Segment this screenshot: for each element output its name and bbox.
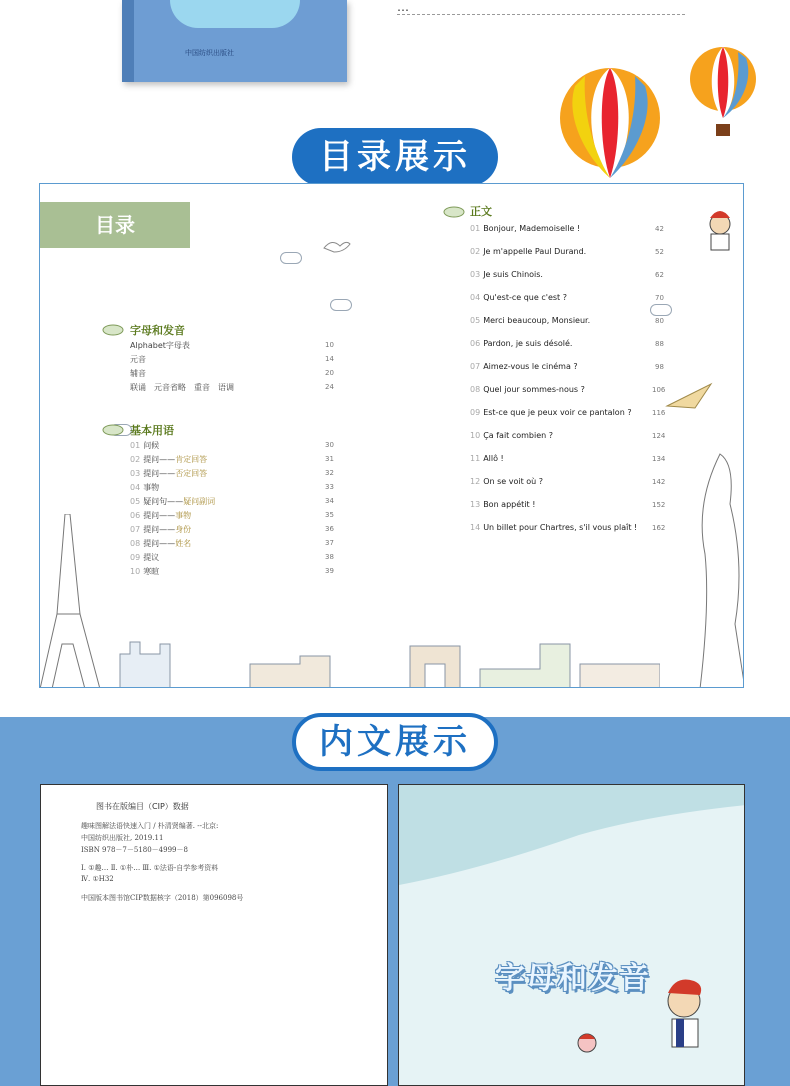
toc-row[interactable] [470, 224, 580, 233]
cip-line: Ⅰ. ①趣… Ⅱ. ①朴… Ⅲ. ①法语-自学参考资料 [81, 864, 219, 872]
toc-row-page: 38 [325, 553, 334, 561]
paris-skyline-icon [100, 634, 660, 688]
toc-row-num: 05 [130, 497, 141, 506]
section-title-basic-phrases: 基本用语 [130, 424, 174, 437]
toc-row-num: 06 [470, 339, 481, 348]
cloud-bullet-icon [443, 204, 465, 218]
toc-row-label: 提问——肯定回答 [143, 455, 208, 464]
toc-row-page: 39 [325, 567, 334, 575]
toc-row[interactable] [130, 482, 159, 493]
toc-row-label-suffix: 否定回答 [175, 469, 208, 478]
toc-row-label: 提问——姓名 [143, 539, 192, 548]
toc-row[interactable] [470, 385, 585, 394]
toc-row-label: Aimez-vous le cinéma ? [483, 362, 578, 371]
cip-line: 中国版本图书馆CIP数据核字（2018）第096098号 [81, 894, 244, 902]
toc-row-label: 提议 [143, 553, 160, 562]
toc-row-label: 辅音 [130, 369, 146, 378]
cip-line: 趣味图解法语快速入门 / 朴清贤编著. --北京: [81, 822, 219, 830]
toc-row-num: 02 [470, 247, 481, 256]
toc-row-page: 88 [655, 340, 664, 348]
toc-row[interactable] [130, 382, 234, 393]
toc-row-label: Bon appétit ! [483, 500, 536, 509]
toc-row-page: 62 [655, 271, 664, 279]
toc-row-page: 152 [652, 501, 666, 509]
section-title-main-text: 正文 [470, 205, 492, 218]
wave-decoration [399, 785, 745, 895]
toc-row[interactable] [130, 368, 146, 379]
top-text-fragment: … [397, 0, 409, 14]
toc-row[interactable] [470, 316, 590, 325]
toc-row-num: 08 [130, 539, 141, 548]
toc-row-num: 09 [130, 553, 141, 562]
small-character-icon [567, 1031, 609, 1061]
toc-row-page: 20 [325, 369, 334, 377]
toc-row-num: 10 [470, 431, 481, 440]
toc-row-page: 14 [325, 355, 334, 363]
toc-row-num: 14 [470, 523, 481, 532]
toc-row-num: 11 [470, 454, 481, 463]
toc-row[interactable] [470, 523, 637, 532]
toc-row-page: 10 [325, 341, 334, 349]
toc-row[interactable] [130, 354, 146, 365]
toc-row-label: 提问——事物 [143, 511, 192, 520]
toc-row-label-suffix: 疑问副词 [183, 497, 216, 506]
toc-row[interactable] [130, 566, 159, 577]
toc-row-num: 04 [470, 293, 481, 302]
toc-row-page: 162 [652, 524, 666, 532]
toc-row-label: 事物 [143, 483, 160, 492]
toc-row[interactable] [130, 340, 190, 351]
toc-row[interactable] [470, 408, 632, 417]
cloud-icon [330, 299, 352, 311]
toc-row[interactable] [470, 339, 572, 348]
rooster-character-icon [654, 975, 724, 1065]
toc-row[interactable] [470, 270, 543, 279]
toc-row-label: Pardon, je suis désolé. [483, 339, 573, 348]
cloud-bullet-icon [102, 422, 124, 436]
chapter-title: 字母和发音 [495, 961, 650, 996]
toc-row-page: 34 [325, 497, 334, 505]
toc-panel [39, 183, 744, 688]
toc-row[interactable] [130, 552, 159, 563]
toc-row-label: Bonjour, Mademoiselle ! [483, 224, 581, 233]
hot-air-balloon-small-icon [688, 46, 758, 138]
toc-row-label: On se voit où ? [483, 477, 544, 486]
toc-row-page: 30 [325, 441, 334, 449]
toc-row[interactable] [130, 440, 159, 451]
toc-row-num: 04 [130, 483, 141, 492]
toc-row-page: 124 [652, 432, 666, 440]
toc-row-page: 80 [655, 317, 664, 325]
cip-line: ISBN 978－7－5180－4999－8 [81, 846, 188, 854]
cip-line: 中国纺织出版社, 2019.11 [81, 834, 164, 842]
toc-row[interactable] [130, 496, 215, 507]
toc-row-page: 35 [325, 511, 334, 519]
toc-row[interactable] [470, 362, 578, 371]
toc-row-num: 07 [130, 525, 141, 534]
toc-row[interactable] [470, 247, 586, 256]
toc-row-label: Je m'appelle Paul Durand. [483, 247, 587, 256]
toc-row-label: 元音 [130, 355, 146, 364]
toc-row-label: 提问——身份 [143, 525, 192, 534]
toc-row-page: 42 [655, 225, 664, 233]
toc-row[interactable] [130, 524, 191, 535]
toc-row-label: 问候 [143, 441, 160, 450]
toc-row-label-suffix: 姓名 [175, 539, 192, 548]
toc-row-num: 01 [130, 441, 141, 450]
cloud-bullet-icon [102, 322, 124, 336]
toc-row-num: 03 [470, 270, 481, 279]
top-divider [397, 14, 685, 15]
cloud-icon [280, 252, 302, 264]
toc-row-label: Un billet pour Chartres, s'il vous plaît ! [483, 523, 638, 532]
toc-row[interactable] [130, 468, 207, 479]
toc-row[interactable] [470, 454, 504, 463]
toc-row-page: 33 [325, 483, 334, 491]
toc-row[interactable] [470, 293, 567, 302]
toc-row-page: 116 [652, 409, 666, 417]
toc-row-label: Allô ! [483, 454, 504, 463]
toc-row[interactable] [470, 431, 553, 440]
section-title-alphabet: 字母和发音 [130, 324, 185, 337]
toc-row-num: 05 [470, 316, 481, 325]
toc-row-label: Alphabet字母表 [130, 341, 190, 350]
toc-row[interactable] [130, 454, 207, 465]
bird-icon [322, 236, 352, 256]
cip-page [40, 784, 388, 1086]
toc-row-label: 寒暄 [143, 567, 160, 576]
toc-row-page: 142 [652, 478, 666, 486]
toc-row-label: Est-ce que je peux voir ce pantalon ? [483, 408, 632, 417]
statue-icon [690, 444, 744, 688]
toc-row-label: Ça fait combien ? [483, 431, 554, 440]
toc-row-page: 98 [655, 363, 664, 371]
toc-row-num: 02 [130, 455, 141, 464]
toc-row-label: 疑问句——疑问副词 [143, 497, 216, 506]
toc-row[interactable] [130, 510, 191, 521]
book-spine [122, 0, 134, 82]
toc-row-label: Qu'est-ce que c'est ? [483, 293, 567, 302]
toc-row-num: 09 [470, 408, 481, 417]
toc-row-page: 52 [655, 248, 664, 256]
toc-row-page: 31 [325, 455, 334, 463]
toc-row-num: 08 [470, 385, 481, 394]
toc-row-num: 06 [130, 511, 141, 520]
toc-row-label-suffix: 肯定回答 [175, 455, 208, 464]
toc-row-num: 03 [130, 469, 141, 478]
toc-row-label: Je suis Chinois. [483, 270, 543, 279]
chapter-opening-page [398, 784, 745, 1086]
book-cover-art [170, 0, 300, 28]
toc-row-page: 32 [325, 469, 334, 477]
toc-heading: 目录 [40, 202, 190, 248]
toc-row-label: Merci beaucoup, Monsieur. [483, 316, 591, 325]
toc-row-label: 联诵 元音省略 重音 语调 [130, 383, 234, 392]
toc-row-page: 70 [655, 294, 664, 302]
toc-row-num: 13 [470, 500, 481, 509]
cip-line: Ⅳ. ①H32 [81, 875, 114, 883]
toc-row-label: Quel jour sommes-nous ? [483, 385, 585, 394]
content-showcase-badge: 内文展示 [292, 713, 498, 771]
toc-row[interactable] [470, 500, 535, 509]
cloud-icon [650, 304, 672, 316]
toc-row-page: 37 [325, 539, 334, 547]
toc-row-num: 10 [130, 567, 141, 576]
toc-row-label-suffix: 身份 [175, 525, 192, 534]
toc-row[interactable] [130, 538, 191, 549]
toc-row-label-suffix: 事物 [175, 511, 192, 520]
toc-row[interactable] [470, 477, 543, 486]
cip-title: 图书在版编目（CIP）数据 [96, 802, 189, 811]
toc-row-num: 01 [470, 224, 481, 233]
toc-row-page: 24 [325, 383, 334, 391]
book-publisher: 中国纺织出版社 [185, 49, 234, 57]
toc-row-page: 36 [325, 525, 334, 533]
toc-row-num: 12 [470, 477, 481, 486]
cartoon-character-icon [695, 204, 744, 254]
toc-row-page: 134 [652, 455, 666, 463]
toc-row-num: 07 [470, 362, 481, 371]
toc-row-page: 106 [652, 386, 666, 394]
toc-row-label: 提问——否定回答 [143, 469, 208, 478]
paper-plane-icon [665, 380, 713, 410]
toc-showcase-badge: 目录展示 [292, 128, 498, 186]
